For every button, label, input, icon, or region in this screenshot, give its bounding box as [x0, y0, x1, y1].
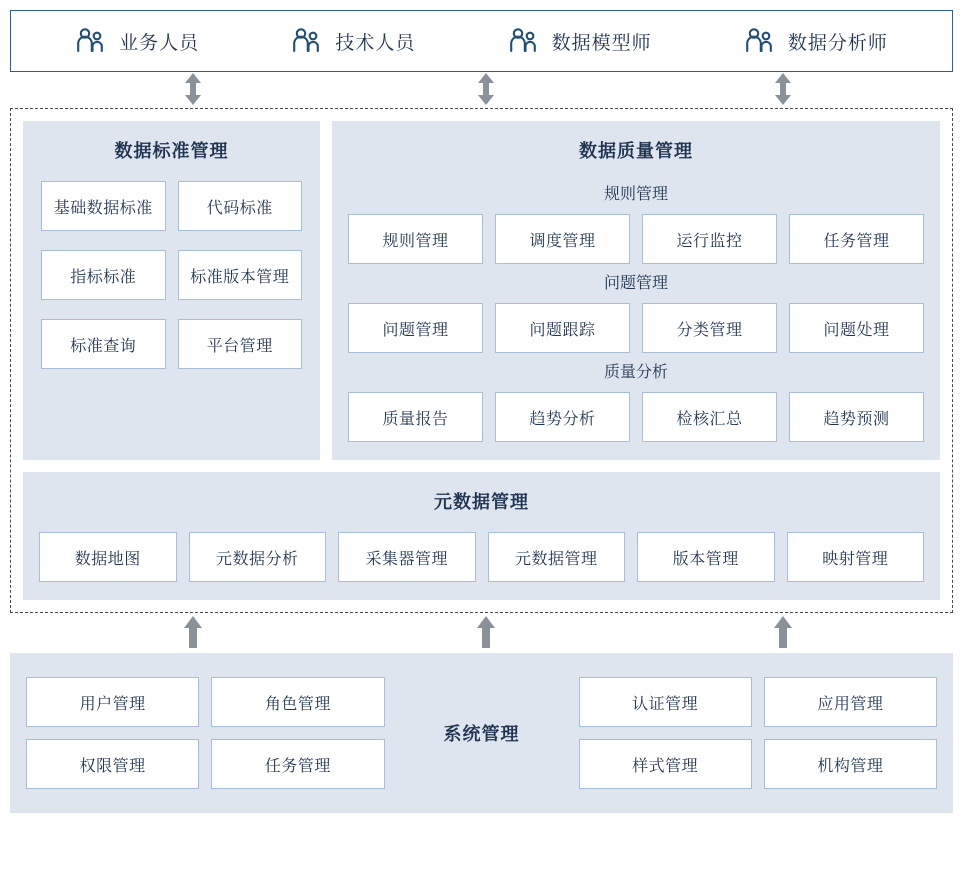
panel-title: 数据标准管理 — [114, 141, 229, 161]
system-cell[interactable]: 任务管理 — [211, 739, 384, 789]
metadata-cell[interactable]: 数据地图 — [39, 532, 177, 582]
connector-band-top — [10, 72, 953, 108]
quality-cell[interactable]: 规则管理 — [348, 214, 483, 264]
std-cell[interactable]: 标准版本管理 — [178, 250, 303, 300]
data-standard-panel — [23, 121, 320, 460]
system-management-panel — [10, 653, 953, 813]
role-label: 数据分析师 — [787, 32, 888, 54]
quality-group-title: 规则管理 — [603, 186, 668, 203]
quality-group-title: 质量分析 — [603, 364, 668, 381]
role-item[interactable] — [744, 27, 888, 55]
quality-cell[interactable]: 调度管理 — [495, 214, 630, 264]
system-cell[interactable]: 应用管理 — [764, 677, 937, 727]
metadata-cell[interactable]: 版本管理 — [637, 532, 775, 582]
up-arrow-icon — [180, 615, 206, 654]
panel-title: 元数据管理 — [434, 492, 529, 512]
metadata-cell[interactable]: 元数据管理 — [488, 532, 626, 582]
quality-cell[interactable]: 趋势预测 — [789, 392, 924, 442]
metadata-cell[interactable]: 映射管理 — [787, 532, 925, 582]
panel-title: 数据质量管理 — [579, 141, 693, 161]
std-cell[interactable]: 标准查询 — [41, 319, 166, 369]
role-item[interactable] — [291, 27, 415, 55]
metadata-panel — [23, 472, 940, 600]
role-label: 技术人员 — [335, 32, 416, 54]
metadata-grid — [39, 532, 924, 582]
std-cell[interactable]: 平台管理 — [178, 319, 303, 369]
up-arrow-icon — [473, 615, 499, 654]
data-quality-panel — [332, 121, 940, 460]
connector-band-bottom — [10, 613, 953, 653]
panel-title: 系统管理 — [443, 724, 520, 744]
people-icon — [744, 27, 774, 55]
people-icon — [291, 27, 321, 55]
std-cell[interactable]: 基础数据标准 — [41, 181, 166, 231]
quality-cell[interactable]: 分类管理 — [642, 303, 777, 353]
system-left-grid — [26, 677, 385, 789]
role-item[interactable] — [508, 27, 652, 55]
quality-group-grid — [348, 214, 924, 264]
metadata-cell[interactable]: 采集器管理 — [338, 532, 476, 582]
quality-group-grid — [348, 303, 924, 353]
role-item[interactable] — [75, 27, 199, 55]
people-icon — [508, 27, 538, 55]
role-label: 业务人员 — [119, 32, 200, 54]
std-cell[interactable]: 代码标准 — [178, 181, 303, 231]
system-right-grid — [579, 677, 938, 789]
role-label: 数据模型师 — [551, 32, 652, 54]
system-cell[interactable]: 认证管理 — [579, 677, 752, 727]
governance-container — [10, 108, 953, 613]
quality-cell[interactable]: 质量报告 — [348, 392, 483, 442]
quality-cell[interactable]: 问题管理 — [348, 303, 483, 353]
quality-cell[interactable]: 检核汇总 — [642, 392, 777, 442]
system-cell[interactable]: 机构管理 — [764, 739, 937, 789]
quality-cell[interactable]: 趋势分析 — [495, 392, 630, 442]
system-cell[interactable]: 样式管理 — [579, 739, 752, 789]
quality-cell[interactable]: 问题跟踪 — [495, 303, 630, 353]
governance-top-row — [23, 121, 940, 460]
system-cell[interactable]: 用户管理 — [26, 677, 199, 727]
system-cell[interactable]: 权限管理 — [26, 739, 199, 789]
double-arrow-icon — [180, 72, 206, 111]
std-cell[interactable]: 指标标准 — [41, 250, 166, 300]
system-cell[interactable]: 角色管理 — [211, 677, 384, 727]
quality-group-title: 问题管理 — [603, 275, 668, 292]
people-icon — [75, 27, 105, 55]
double-arrow-icon — [770, 72, 796, 111]
up-arrow-icon — [770, 615, 796, 654]
roles-bar — [10, 10, 953, 72]
double-arrow-icon — [473, 72, 499, 111]
quality-cell[interactable]: 问题处理 — [789, 303, 924, 353]
quality-group-grid — [348, 392, 924, 442]
metadata-cell[interactable]: 元数据分析 — [189, 532, 327, 582]
quality-cell[interactable]: 运行监控 — [642, 214, 777, 264]
data-standard-grid — [39, 181, 304, 369]
quality-cell[interactable]: 任务管理 — [789, 214, 924, 264]
